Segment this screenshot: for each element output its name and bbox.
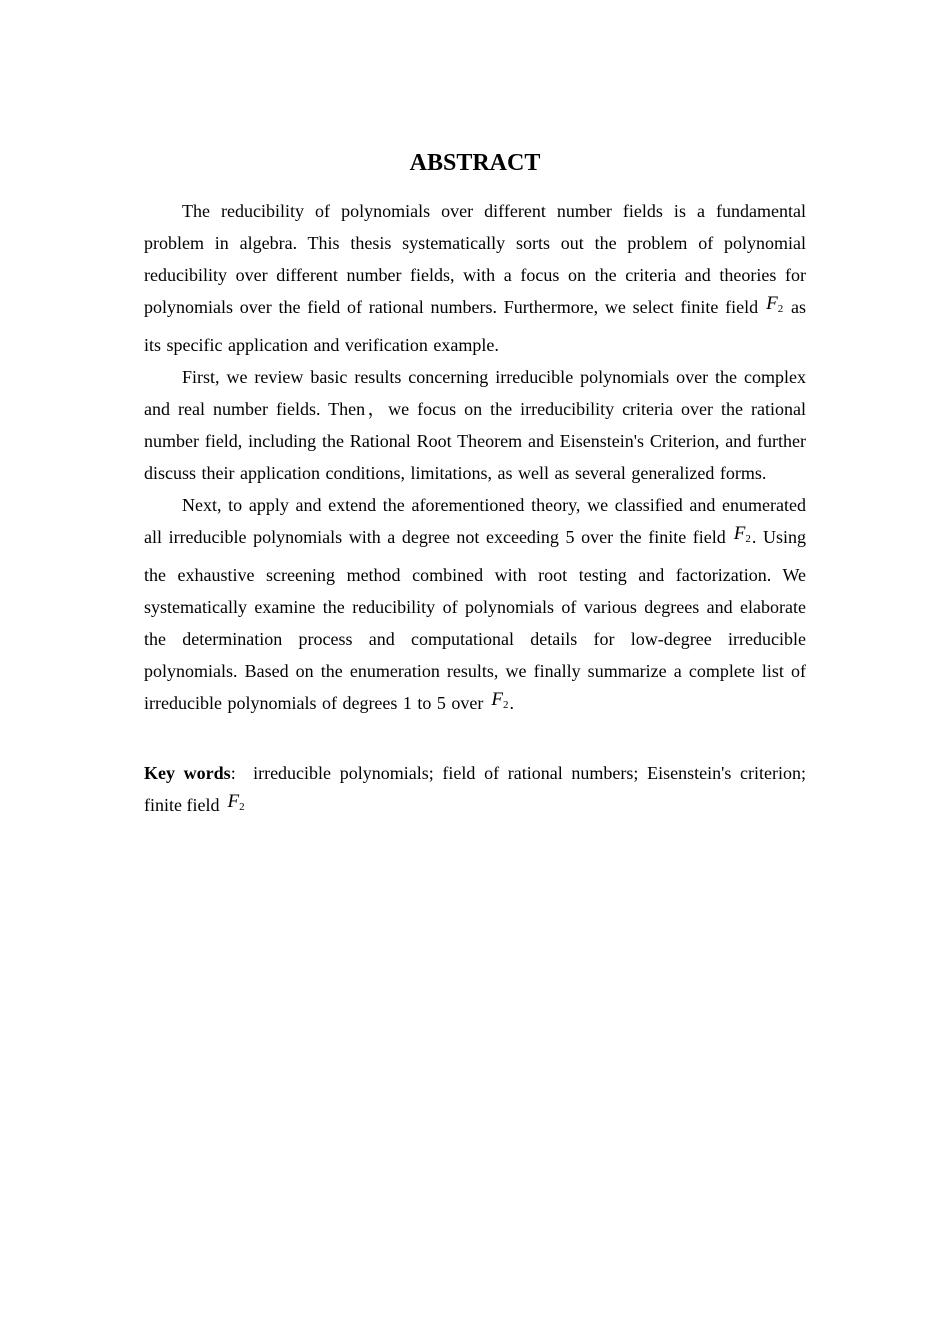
paragraph-1-text-b: as its specific application and verification example. <box>144 297 807 355</box>
finite-field-symbol: $F_2$ <box>227 791 245 813</box>
finite-field-symbol: $F_2$ <box>766 293 784 315</box>
abstract-paragraph-1 <box>144 195 806 361</box>
keywords-text: irreducible polynomials; field of rational numbers; Eisenstein's criterion; finite field <box>144 763 806 815</box>
abstract-paragraph-2: First, we review basic results concerning irreducible polynomials over the complex and real number fields. Then，we focus on the irreducibility criteria over the rational number field, including the Rational Root Theorem and Eisenstein's Criterion, and further discuss their application conditions, limitations, as well as several generalized forms. <box>144 367 806 483</box>
abstract-paragraph-3 <box>144 489 806 725</box>
keywords-label: Key words <box>144 763 231 783</box>
paragraph-3-text-a: Next, to apply and extend the aforementioned theory, we classified and enumerated all irreducible polynomials with a degree not exceeding 5 over the finite field <box>144 495 806 547</box>
finite-field-symbol: $F_2$ <box>491 689 509 711</box>
abstract-title: ABSTRACT <box>409 150 541 176</box>
paragraph-1-text-a: The reducibility of polynomials over different number fields is a fundamental problem in algebra. This thesis systematically sorts out the problem of polynomial reducibility over different number fields, with a focus on the criteria and theories for polynomials over the field of rational numbers. Furthermore, we select finite field <box>144 201 806 317</box>
abstract-page <box>144 146 806 827</box>
finite-field-symbol: $F_2$ <box>733 523 751 545</box>
keywords-line <box>144 757 806 827</box>
paragraph-3-text-c: . <box>509 693 515 713</box>
keywords-separator: : <box>230 763 236 783</box>
paragraph-3-text-b: . Using the exhaustive screening method combined with root testing and factorization. We systematically examine the reducibility of polynomials of various degrees and elaborate the determination process and computational details for low-degree irreducible polynomials. Based on the enumeration results, we finally summarize a complete list of irreducible polynomials of degrees 1 to 5 over <box>144 527 806 713</box>
